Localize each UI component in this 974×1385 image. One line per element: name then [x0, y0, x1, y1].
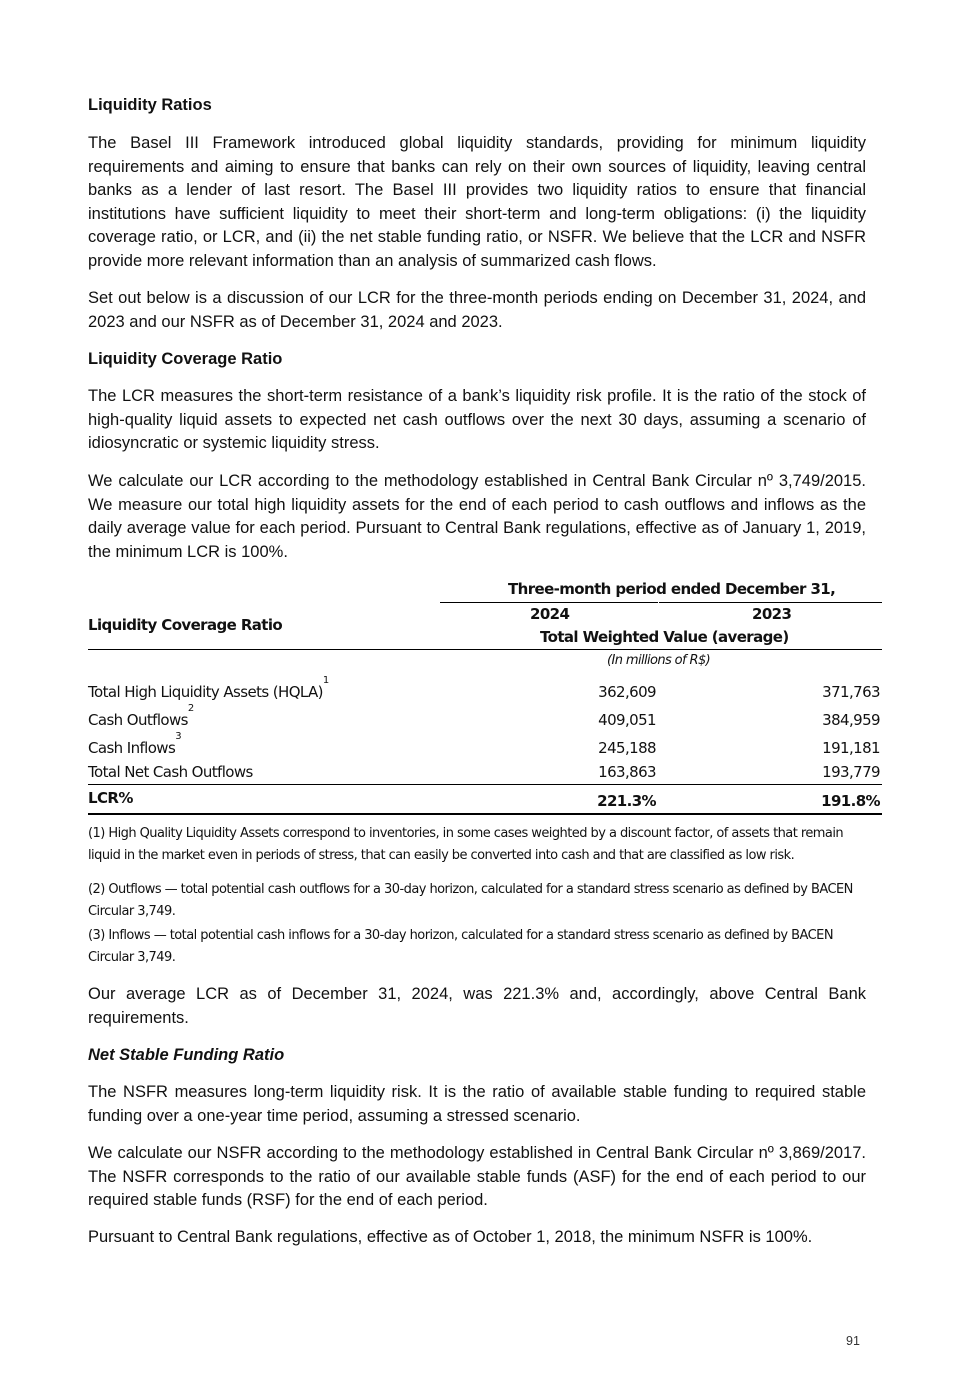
row-label-lcr-percent: LCR% [88, 789, 133, 807]
outflows-2023-value: 384,959 [822, 711, 880, 729]
paragraph-lcr-calculation: We calculate our LCR according to the methodology established in Central Bank Circular nº 3,749/2015. We measure our total high liquidity assets for the end of each period to cash outflows and inflows as the daily average value for each period. Pursuant to Central Bank regulations, effective as of January 1, 2019, the minimum LCR is 100%. [88, 472, 866, 561]
year-2023-header: 2023 [752, 605, 792, 623]
footnote-marker-2: 2 [187, 703, 194, 714]
paragraph-nsfr-calculation: We calculate our NSFR according to the methodology established in Central Bank Circular nº 3,869/2017. The NSFR corresponds to the ratio of our available stable funds (ASF) for the end of each period to our required stable funds (RSF) for the end of each period. [88, 1144, 866, 1210]
total-bottom-rule [88, 813, 882, 815]
lcr-2024-value: 221.3% [597, 792, 656, 810]
footnote-1: (1) High Quality Liquidity Assets correspond to inventories, in some cases weighted by a discount factor, of assets that remain liquid in the market even in periods of stress, that can easily be converted into cash and that are classified as low risk. [88, 826, 844, 863]
row-label-cash-inflows: Cash Inflows$^3$ [88, 731, 181, 757]
paragraph-basel-iii: The Basel III Framework introduced global liquidity standards, providing for minimum liquidity requirements and aiming to ensure that banks can rely on their own sources of liquidity, leaving central banks as a lender of last resort. The Basel III provides two liquidity ratios to ensure that financial institutions have sufficient liquidity to meet their short-term and long-term obligations: (i) the liquidity coverage ratio, or LCR, and (ii) the net stable funding ratio, or NSFR. We believe that the LCR and NSFR provide more relevant information than an analysis of summarized cash flows. [88, 134, 866, 270]
paragraph-set-out: Set out below is a discussion of our LCR for the three-month periods ending on December 31, 2024, and 2023 and our NSFR as of December 31, 2024 and 2023. [88, 289, 866, 331]
hqla-2023-value: 371,763 [822, 683, 880, 701]
heading-net-stable-funding-ratio: Net Stable Funding Ratio [88, 1046, 285, 1064]
table-title: Liquidity Coverage Ratio [88, 616, 283, 634]
footnote-2: (2) Outflows — total potential cash outflows for a 30-day horizon, calculated for a standard stress scenario as defined by BACEN Circular 3,749. [88, 882, 853, 919]
footnote-marker-1: 1 [322, 675, 329, 686]
paragraph-average-lcr: Our average LCR as of December 31, 2024, was 221.3% and, accordingly, above Central Bank requirements. [88, 985, 866, 1027]
paragraph-lcr-measure: The LCR measures the short-term resistance of a bank’s liquidity risk profile. It is the ratio of the stock of high-quality liquid assets to expected net cash outflows over the next 30 days, assuming a scenario of idiosyncratic or systemic liquidity stress. [88, 387, 866, 453]
period-header: Three-month period ended December 31, [508, 580, 836, 598]
period-underline-2023 [659, 602, 882, 603]
outflows-2024-value: 409,051 [598, 711, 656, 729]
inflows-2023-value: 191,181 [822, 739, 880, 757]
footnote-3: (3) Inflows — total potential cash inflows for a 30-day horizon, calculated for a standard stress scenario as defined by BACEN Circular 3,749. [88, 928, 834, 965]
heading-liquidity-ratios: Liquidity Ratios [88, 96, 212, 114]
heading-liquidity-coverage-ratio: Liquidity Coverage Ratio [88, 350, 283, 368]
paragraph-nsfr-measure: The NSFR measures long-term liquidity risk. It is the ratio of available stable funding to required stable funding over a one-year time period, assuming a stressed scenario. [88, 1083, 866, 1125]
row-label-cash-outflows: Cash Outflows$^2$ [88, 703, 194, 729]
units-note: (In millions of R$) [607, 653, 711, 668]
page-number: 91 [846, 1334, 860, 1348]
paragraph-nsfr-minimum: Pursuant to Central Bank regulations, effective as of October 1, 2018, the minimum NSFR is 100%. [88, 1228, 813, 1246]
net-outflows-2023-value: 193,779 [822, 763, 880, 781]
header-rule [88, 649, 882, 650]
period-underline-2024 [440, 602, 658, 603]
hqla-2024-value: 362,609 [598, 683, 656, 701]
value-header: Total Weighted Value (average) [540, 628, 789, 646]
row-label-hqla: Total High Liquidity Assets (HQLA)$^1$ [88, 675, 329, 701]
lcr-2023-value: 191.8% [821, 792, 880, 810]
row-label-net-cash-outflows: Total Net Cash Outflows [88, 763, 253, 781]
year-2024-header: 2024 [530, 605, 570, 623]
footnote-marker-3: 3 [175, 731, 181, 742]
net-outflows-2024-value: 163,863 [598, 763, 656, 781]
total-top-rule [88, 784, 882, 785]
inflows-2024-value: 245,188 [598, 739, 656, 757]
